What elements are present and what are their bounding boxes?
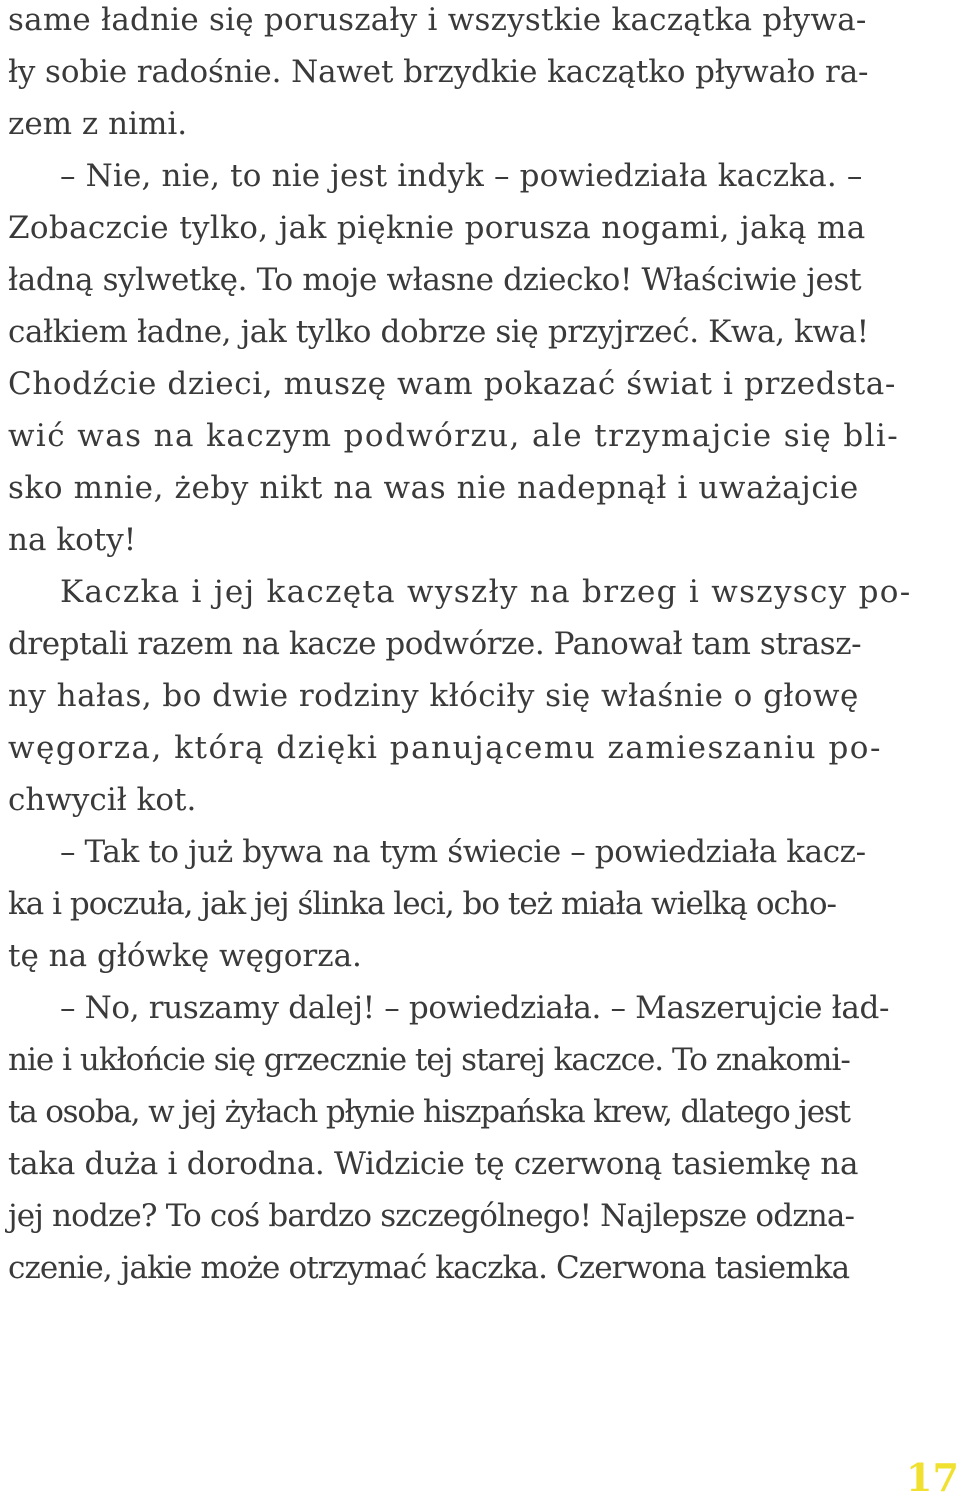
- text-line: – Nie, nie, to nie jest indyk – powiedziała kaczka. –: [60, 158, 863, 194]
- text-line: Chodźcie dzieci, muszę wam pokazać świat i przedsta-: [8, 366, 896, 402]
- text-line: ny hałas, bo dwie rodziny kłóciły się właśnie o głowę: [8, 678, 859, 714]
- text-line: tę na główkę węgorza.: [8, 938, 362, 974]
- text-line: ły sobie radośnie. Nawet brzydkie kaczątko pływało ra-: [8, 54, 869, 90]
- text-line: ładną sylwetkę. To moje własne dziecko! Właściwie jest: [8, 262, 862, 298]
- text-line: jej nodze? To coś bardzo szczególnego! Najlepsze odzna-: [8, 1198, 855, 1234]
- text-line: same ładnie się poruszały i wszystkie kaczątka pływa-: [8, 2, 867, 38]
- text-line: zem z nimi.: [8, 106, 188, 142]
- text-line: Kaczka i jej kaczęta wyszły na brzeg i wszyscy po-: [60, 574, 912, 610]
- text-line: na koty!: [8, 522, 137, 558]
- text-line: Zobaczcie tylko, jak pięknie porusza nogami, jaką ma: [8, 210, 866, 246]
- text-line: sko mnie, żeby nikt na was nie nadepnął i uważajcie: [8, 470, 859, 506]
- text-line: ta osoba, w jej żyłach płynie hiszpańska krew, dlatego jest: [8, 1094, 850, 1130]
- page-number: 17: [906, 1455, 959, 1500]
- text-line: nie i ukłońcie się grzecznie tej starej kaczce. To znakomi-: [8, 1042, 850, 1078]
- text-line: – No, ruszamy dalej! – powiedziała. – Maszerujcie ład-: [60, 990, 890, 1026]
- text-line: dreptali razem na kacze podwórze. Panował tam strasz-: [8, 626, 862, 662]
- text-line: węgorza, którą dzięki panującemu zamieszaniu po-: [8, 730, 882, 766]
- text-line: taka duża i dorodna. Widzicie tę czerwoną tasiemkę na: [8, 1146, 859, 1182]
- text-line: czenie, jakie może otrzymać kaczka. Czerwona tasiemka: [8, 1250, 850, 1286]
- text-line: wić was na kaczym podwórzu, ale trzymajcie się bli-: [8, 418, 900, 454]
- text-line: – Tak to już bywa na tym świecie – powiedziała kacz-: [60, 834, 866, 870]
- text-line: chwycił kot.: [8, 782, 197, 818]
- text-line: ka i poczuła, jak jej ślinka leci, bo też miała wielką ocho-: [8, 886, 837, 922]
- text-line: całkiem ładne, jak tylko dobrze się przyjrzeć. Kwa, kwa!: [8, 314, 869, 350]
